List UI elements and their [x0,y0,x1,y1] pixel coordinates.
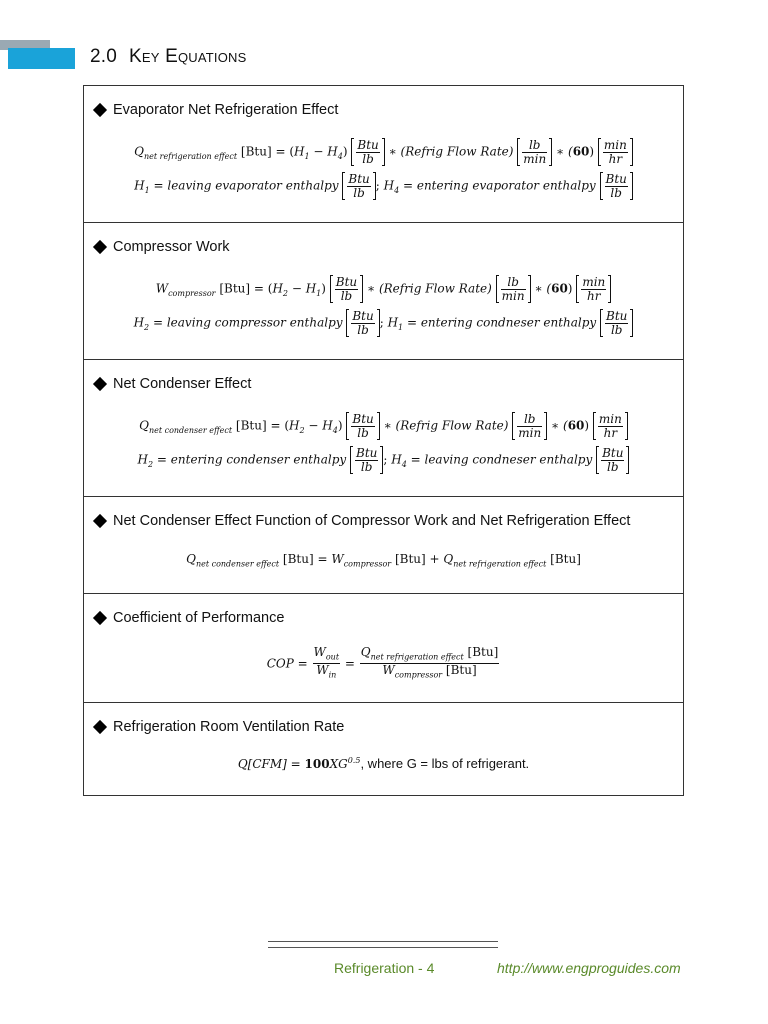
section-title: Refrigeration Room Ventilation Rate [113,719,345,735]
heading-title: Key Equations [129,46,247,67]
equation-definitions: $H_2$ = entering condenser enthalpy $\frac{\text{Btu}}{lb}$ ; $H_4$ = leaving condneser enthalpy $\frac{\text{Btu}}{lb}$ [84,446,683,474]
header-accent-blue [8,48,75,69]
equation-main: $Q_{net condenser effect}$ $[Btu] = W_{compressor}$ $[Btu] + Q_{net refrigeration effect}$ [Btu] [186,552,581,569]
footer-page-label: Refrigeration - 4 [334,960,435,976]
section-title: Coefficient of Performance [113,610,285,626]
diamond-bullet-icon [93,377,107,391]
section-heading [90,46,247,68]
equation-definitions: $H_1$ = leaving evaporator enthalpy $\frac{\text{Btu}}{lb}$ ; $H_4$ = entering evaporator enthalpy $\frac{\text{Btu}}{lb}$ [84,172,683,200]
section-condenser-function [84,497,683,594]
footer-url[interactable]: http://www.engproguides.com [497,960,681,976]
diamond-bullet-icon [93,514,107,528]
section-cop [84,594,683,703]
section-title: Net Condenser Effect [113,376,252,392]
equation-main: $Q_{net condenser effect}$ $[Btu] = (H_2 - H_4)$ $\frac{\text{Btu}}{lb}$ ∗ (Refrig Flow Rate) $\frac{lb}{\min}$ ∗ (60) $\frac{\min}{hr}$ [84,412,683,440]
footer-divider [268,941,498,948]
section-title: Compressor Work [113,239,230,255]
section-title: Net Condenser Effect Function of Compressor Work and Net Refrigeration Effect [113,513,631,529]
section-ventilation [84,703,683,795]
equation-definitions: $H_2$ = leaving compressor enthalpy $\frac{\text{Btu}}{lb}$ ; $H_1$ = entering condneser enthalpy $\frac{\text{Btu}}{lb}$ [84,309,683,337]
equation-main: COP = $\frac{W_{out}}{W_{in}}$ = $\frac{Q_{net refrigeration effect} [Btu]}{W_{compressor} [Btu]}$ [266,645,499,680]
heading-number: 2.0 [90,46,118,67]
equations-box [83,85,684,796]
equation-main: $Q_{net refrigeration effect}$ $[Btu] = (H_1 - H_4)$ $\frac{\text{Btu}}{lb}$ ∗ (Refrig Flow Rate) $\frac{lb}{\min}$ ∗ (60) $\frac{\min}{hr}$ [84,138,683,166]
section-evaporator [84,86,683,223]
diamond-bullet-icon [93,611,107,625]
diamond-bullet-icon [93,720,107,734]
equation-main: $Q[CFM] = 100XG^{0.5}$, where G = lbs of refrigerant. [237,756,530,771]
section-compressor [84,223,683,360]
equation-main: $W_{compressor}$ $[Btu] = (H_2 - H_1)$ $\frac{\text{Btu}}{lb}$ ∗ (Refrig Flow Rate) $\frac{lb}{\min}$ ∗ (60) $\frac{\min}{hr}$ [84,275,683,303]
section-net-condenser [84,360,683,497]
section-title: Evaporator Net Refrigeration Effect [113,102,339,118]
diamond-bullet-icon [93,103,107,117]
diamond-bullet-icon [93,240,107,254]
